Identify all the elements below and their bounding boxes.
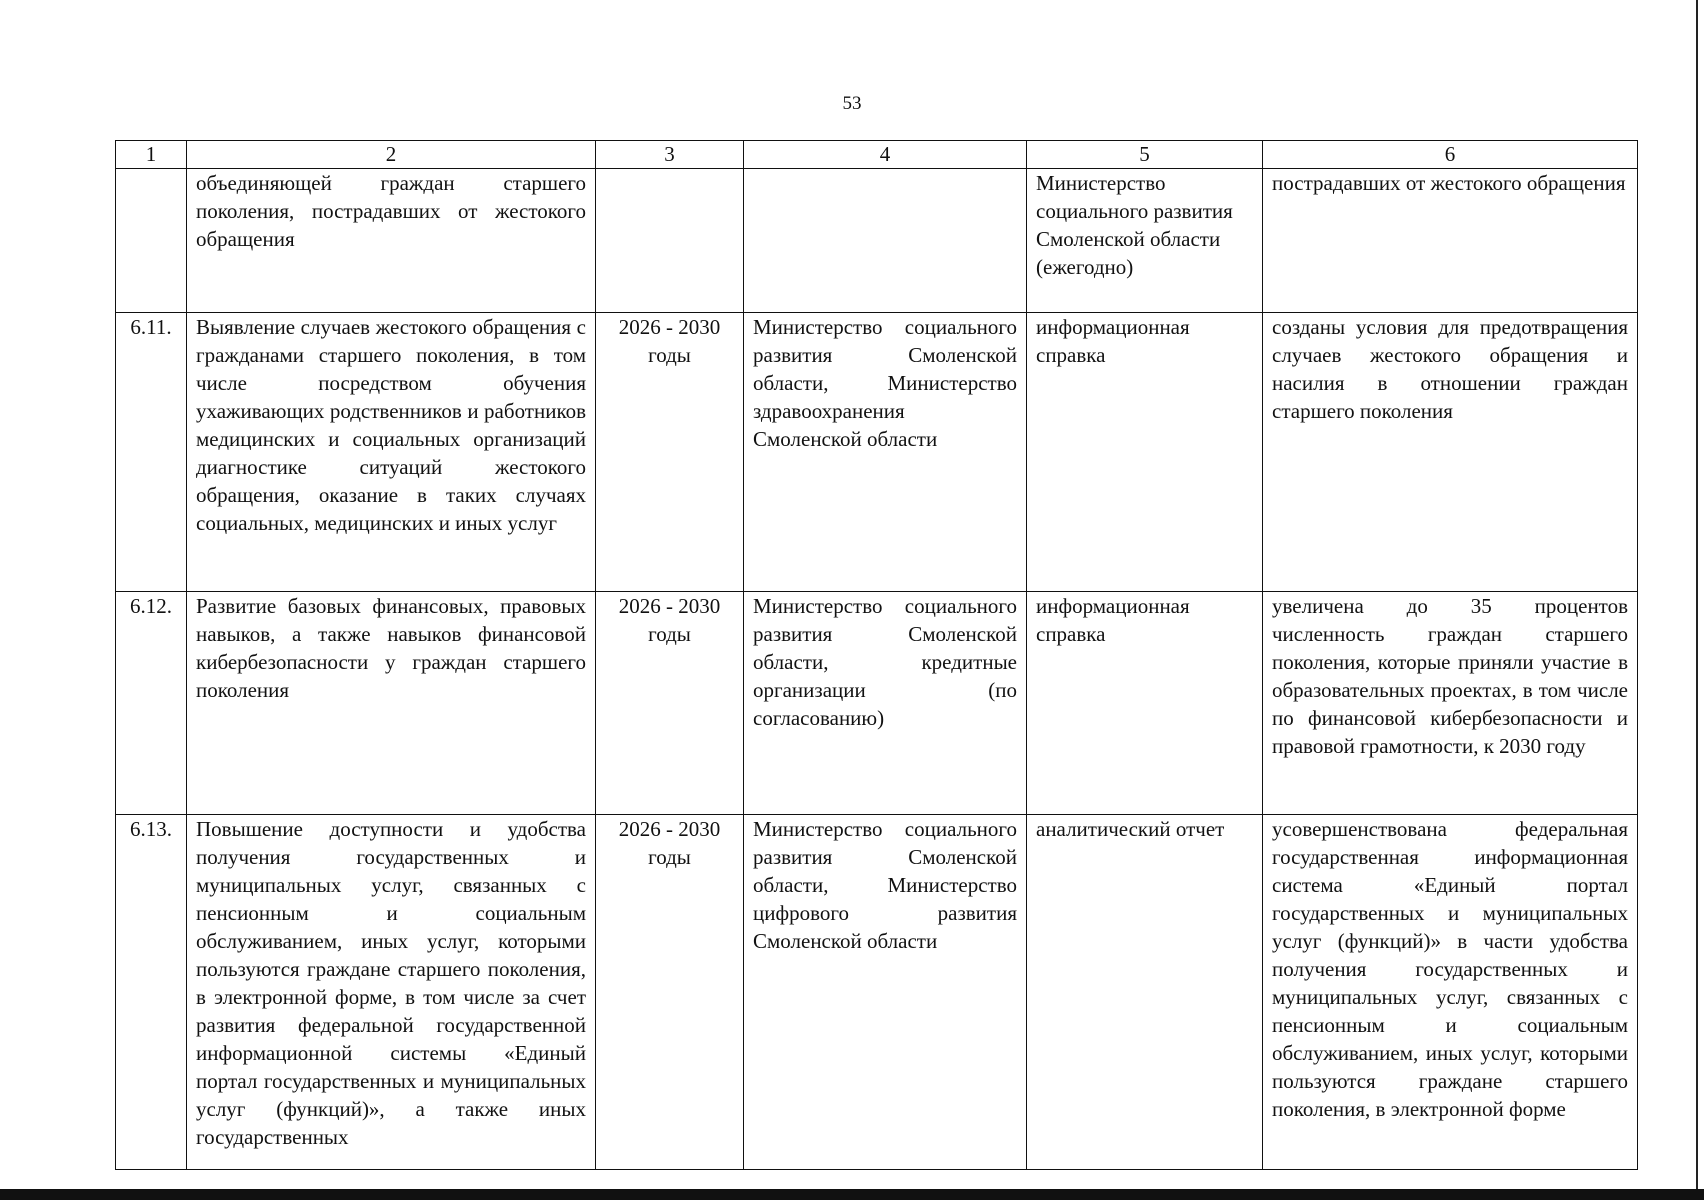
row-number: 6.13.	[116, 815, 187, 1170]
table-row	[116, 313, 1638, 592]
row-number	[116, 169, 187, 313]
period-cell	[596, 169, 744, 313]
column-header: 5	[1027, 141, 1263, 169]
row-number: 6.11.	[116, 313, 187, 592]
report-cell: информационная справка	[1027, 592, 1263, 815]
result-cell: созданы условия для предотвращения случаев жестокого обращения и насилия в отношении граждан старшего поколения	[1263, 313, 1638, 592]
table-header-row	[116, 141, 1638, 169]
executors-cell: Министерство социального развития Смоленской области, кредитные организации (по согласованию)	[744, 592, 1027, 815]
report-cell: Министерство социального развития Смоленской области (ежегодно)	[1027, 169, 1263, 313]
executors-cell: Министерство социального развития Смоленской области, Министерство цифрового развития Смоленской области	[744, 815, 1027, 1170]
report-cell: информационная справка	[1027, 313, 1263, 592]
table-row	[116, 815, 1638, 1170]
report-cell: аналитический отчет	[1027, 815, 1263, 1170]
result-cell: увеличена до 35 процентов численность граждан старшего поколения, которые приняли участие в образовательных проектах, в том числе по финансовой кибербезопасности и правовой грамотности, к 2030 году	[1263, 592, 1638, 815]
executors-cell: Министерство социального развития Смоленской области, Министерство здравоохранения Смоленской области	[744, 313, 1027, 592]
column-header: 6	[1263, 141, 1638, 169]
measure-cell: Выявление случаев жестокого обращения с гражданами старшего поколения, в том числе посредством обучения ухаживающих родственников и работников медицинских и социальных организаций диагностике ситуаций жестокого обращения, оказание в таких случаях социальных, медицинских и иных услуг	[187, 313, 596, 592]
measure-cell: объединяющей граждан старшего поколения, пострадавших от жестокого обращения	[187, 169, 596, 313]
row-number: 6.12.	[116, 592, 187, 815]
period-cell: 2026 - 2030 годы	[596, 815, 744, 1170]
column-header: 3	[596, 141, 744, 169]
table-row	[116, 592, 1638, 815]
page-number: 53	[842, 93, 862, 114]
period-cell: 2026 - 2030 годы	[596, 592, 744, 815]
scan-edge-line	[1696, 0, 1698, 1200]
measures-table	[115, 140, 1638, 1170]
measure-cell: Повышение доступности и удобства получения государственных и муниципальных услуг, связанных с пенсионным и социальным обслуживанием, иных услуг, которыми пользуются граждане старшего поколения, в электронной форме, в том числе за счет развития федеральной государственной информационной системы «Единый портал государственных и муниципальных услуг (функций)», а также иных государственных	[187, 815, 596, 1170]
column-header: 2	[187, 141, 596, 169]
column-header: 4	[744, 141, 1027, 169]
column-header: 1	[116, 141, 187, 169]
executors-cell	[744, 169, 1027, 313]
result-cell: усовершенствована федеральная государственная информационная система «Единый портал государственных и муниципальных услуг (функций)» в части удобства получения государственных и муниципальных услуг, связанных с пенсионным и социальным обслуживанием, иных услуг, которыми пользуются граждане старшего поколения, в электронной форме	[1263, 815, 1638, 1170]
measure-cell: Развитие базовых финансовых, правовых навыков, а также навыков финансовой кибербезопасности у граждан старшего поколения	[187, 592, 596, 815]
scan-bottom-bar	[0, 1189, 1704, 1200]
period-cell: 2026 - 2030 годы	[596, 313, 744, 592]
table-row	[116, 169, 1638, 313]
result-cell: пострадавших от жестокого обращения	[1263, 169, 1638, 313]
